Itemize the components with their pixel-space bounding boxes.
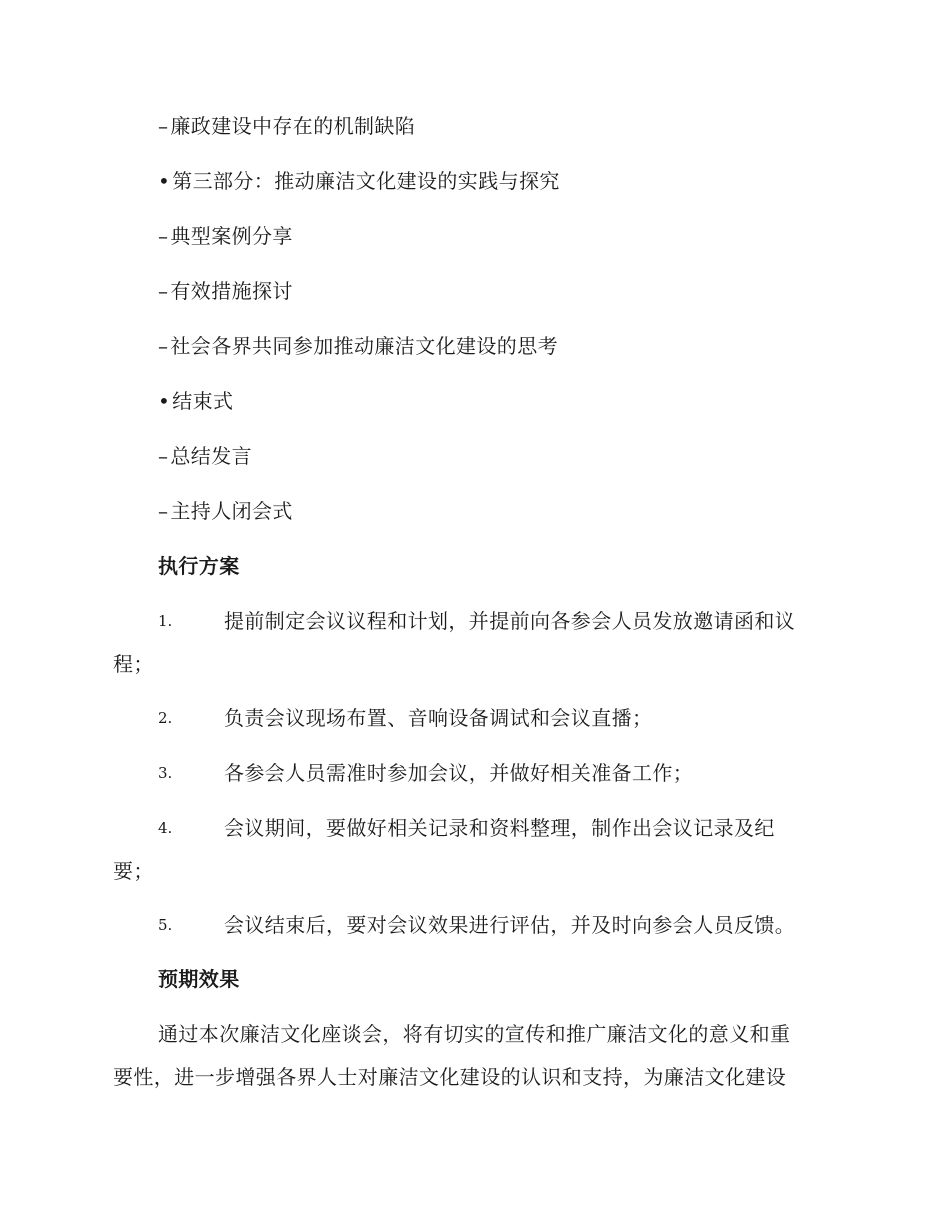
outline-item-text: 社会各界共同参加推动廉洁文化建设的思考 [170, 334, 559, 358]
item-text: 各参会人员需准时参加会议，并做好相关准备工作； [224, 761, 694, 785]
item-text: 会议结束后，要对会议效果进行评估，并及时向参会人员反馈。 [224, 913, 796, 937]
item-number: 2. [158, 709, 173, 727]
item-number: 1. [158, 612, 173, 630]
outline-item [158, 332, 558, 360]
outline-item [158, 387, 233, 415]
bullet-marker: • [158, 169, 171, 193]
outline-item-text: 有效措施探讨 [170, 279, 293, 303]
paragraph-line: 要性，进一步增强各界人士对廉洁文化建设的认识和支持，为廉洁文化建设 [113, 1065, 787, 1089]
item-number: 4. [158, 819, 173, 837]
outline-item-text: 主持人闭会式 [170, 499, 293, 523]
item-text: 提前制定会议议程和计划，并提前向各参会人员发放邀请函和议 [224, 609, 796, 633]
outline-item [158, 222, 293, 250]
outline-item [158, 112, 415, 140]
dash-marker: – [158, 279, 169, 303]
outline-item-text: 第三部分：推动廉洁文化建设的实践与探究 [172, 169, 560, 193]
item-text-continuation: 要； [113, 859, 154, 883]
section-heading-effect: 预期效果 [158, 967, 240, 991]
item-number: 3. [158, 764, 173, 782]
item-text-continuation: 程； [113, 652, 154, 676]
dash-marker: – [158, 334, 169, 358]
section-heading-execution: 执行方案 [158, 554, 240, 578]
outline-item [158, 277, 293, 305]
outline-item-text: 廉政建设中存在的机制缺陷 [170, 114, 416, 138]
dash-marker: – [158, 224, 169, 248]
dash-marker: – [158, 114, 169, 138]
item-number: 5. [158, 916, 173, 934]
item-text: 会议期间，要做好相关记录和资料整理，制作出会议记录及纪 [224, 816, 775, 840]
outline-item-text: 结束式 [172, 389, 234, 413]
outline-item [158, 497, 293, 525]
outline-item-text: 总结发言 [170, 444, 253, 468]
outline-item [158, 167, 560, 195]
dash-marker: – [158, 444, 169, 468]
outline-item-text: 典型案例分享 [170, 224, 293, 248]
item-text: 负责会议现场布置、音响设备调试和会议直播； [224, 706, 653, 730]
dash-marker: – [158, 499, 169, 523]
outline-item [158, 442, 252, 470]
paragraph-line: 通过本次廉洁文化座谈会，将有切实的宣传和推广廉洁文化的意义和重 [158, 1022, 791, 1046]
bullet-marker: • [158, 389, 171, 413]
